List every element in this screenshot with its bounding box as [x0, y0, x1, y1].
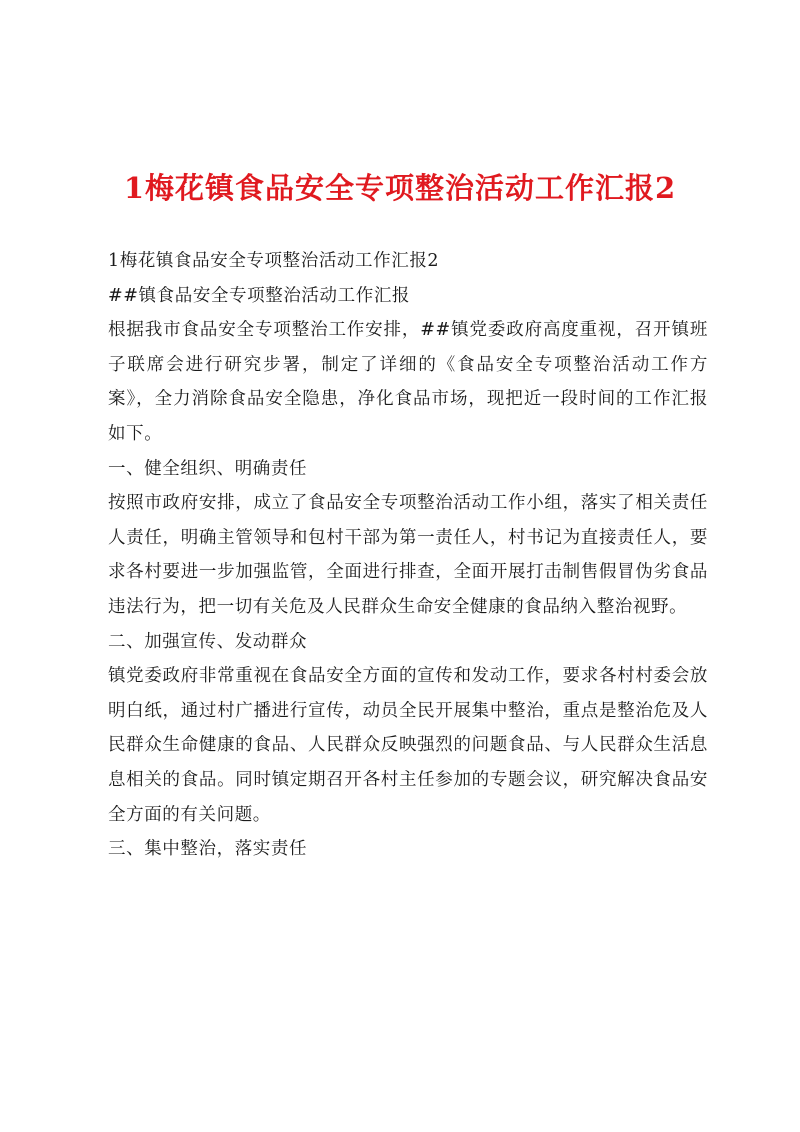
section-heading-3: 三、集中整治，落实责任 [108, 839, 308, 860]
section-heading-2: 二、加强宣传、发动群众 [108, 631, 308, 652]
document-title: 1梅花镇食品安全专项整治活动工作汇报2 [123, 171, 677, 205]
section-2-paragraph: 镇党委政府非常重视在食品安全方面的宣传和发动工作，要求各村村委会放明白纸，通过村广播进行宣传，动员全民开展集中整治，重点是整治危及人民群众生命健康的食品、人民群众反映强烈的问题食品、与人民群众生活息息相关的食品。同时镇定期召开各村主任参加的专题会议，研究解决食品安全方面的有关问题。 [108, 666, 708, 825]
section-1-paragraph: 按照市政府安排，成立了食品安全专项整治活动工作小组，落实了相关责任人责任，明确主管领导和包村干部为第一责任人，村书记为直接责任人，要求各村要进一步加强监管，全面进行排查，全面开展打击制售假冒伪劣食品违法行为，把一切有关危及人民群众生命安全健康的食品纳入整治视野。 [108, 493, 708, 617]
intro-paragraph: 根据我市食品安全专项整治工作安排，##镇党委政府高度重视，召开镇班子联席会进行研究步署，制定了详细的《食品安全专项整治活动工作方案》，全力消除食品安全隐患，净化食品市场，现把近一段时间的工作汇报如下。 [108, 320, 708, 444]
report-heading: ##镇食品安全专项整治活动工作汇报 [108, 285, 411, 306]
document-body [108, 244, 708, 867]
subtitle-line: 1梅花镇食品安全专项整治活动工作汇报2 [108, 251, 440, 271]
section-heading-1: 一、健全组织、明确责任 [108, 458, 308, 479]
